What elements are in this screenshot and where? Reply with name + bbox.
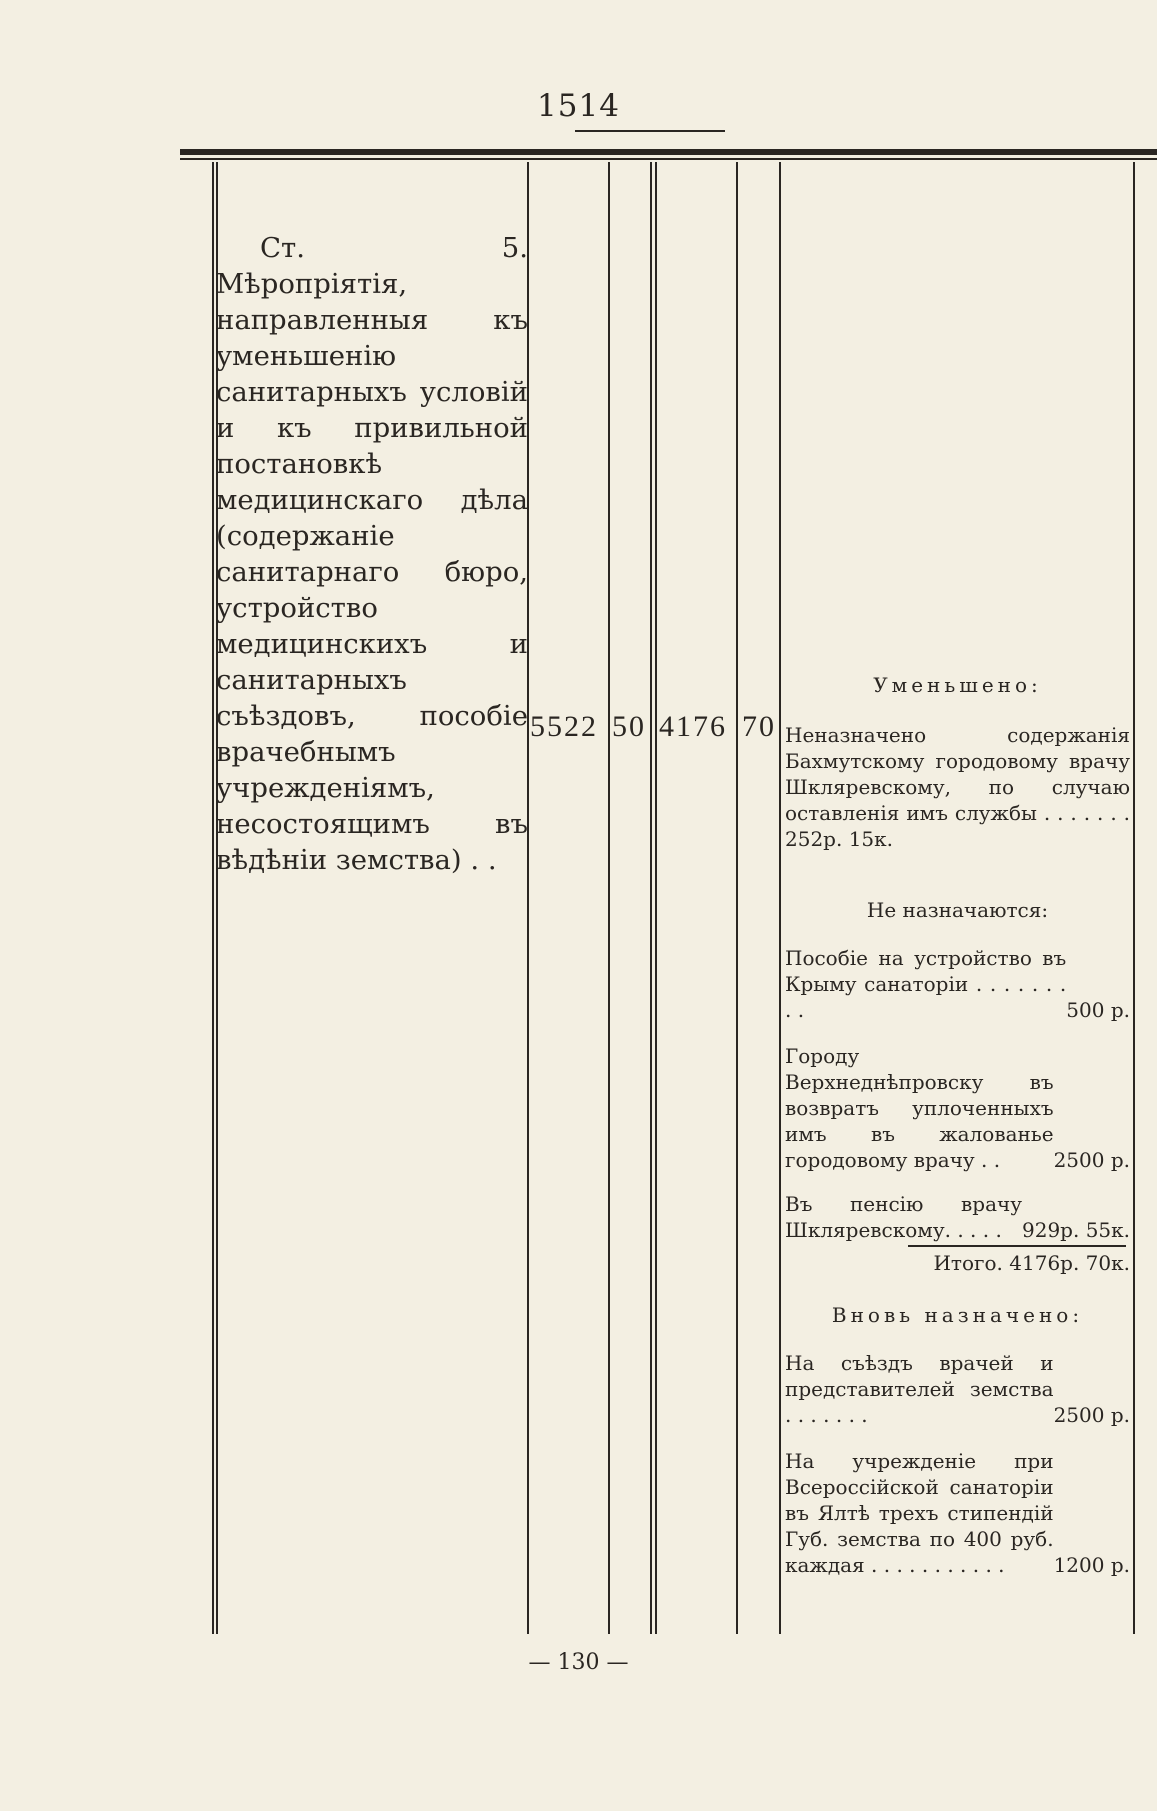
page-number-rule xyxy=(575,130,725,132)
total-rule xyxy=(908,1245,1126,1247)
item-text: Ст. 5. Мѣропріятія, направленныя къ уменьшенію санитарныхъ условій и къ привильной постановкѣ медицинскаго дѣла (содержаніе санитарнаго бюро, устройство медицинскихъ и санитарныхъ съѣздовъ, пособіе врачебнымъ учрежденіямъ, несостоящимъ въ вѣдѣніи земства) . . xyxy=(216,232,528,876)
column-divider xyxy=(779,162,781,1634)
amount1-rub: 5522 xyxy=(530,710,598,743)
amount2-kop: 70 xyxy=(742,710,776,743)
column-divider xyxy=(736,162,738,1634)
table-border-right xyxy=(1133,162,1135,1634)
reduced-text: Неназначено содержанія Бахмутскому городовому врачу Шкляревскому, по случаю оставленія имъ службы . . . . . . . xyxy=(785,723,1130,825)
total-line: Итого. 4176р. 70к. xyxy=(933,1251,1130,1275)
table-top-rule-thin xyxy=(180,158,1157,160)
table-border-left xyxy=(212,162,214,1634)
amount2-rub: 4176 xyxy=(659,710,727,743)
reduced-amount: 252р. 15к. xyxy=(785,827,893,851)
column-divider xyxy=(655,162,657,1634)
amount1-kop: 50 xyxy=(612,710,646,743)
expense-item: Въ пенсію врачу Шкляревскому. . . . . 929р. 55к. xyxy=(785,1192,1130,1242)
reduced-item xyxy=(785,722,1130,852)
column-divider xyxy=(608,162,610,1634)
page-number: 1514 xyxy=(537,88,620,124)
expense-item: Городу Верхнеднѣпровску въ возвратъ уплоченныхъ имъ въ жалованье городовому врачу . . 2500 р. xyxy=(785,1044,1130,1172)
table-top-rule xyxy=(180,149,1157,155)
new-header: Вновь назначено: xyxy=(831,1303,1084,1327)
reduced-header: Уменьшено: xyxy=(873,673,1042,697)
item-description xyxy=(216,230,528,878)
new-item: На съѣздъ врачей и представителей земства . . . . . . . 2500 р. xyxy=(785,1351,1130,1427)
expense-item: Пособіе на устройство въ Крыму санаторіи . . . . . . . . . 500 р. xyxy=(785,946,1130,1022)
column-divider xyxy=(650,162,652,1634)
page-footer: — 130 — xyxy=(528,1650,629,1675)
new-item: На учрежденіе при Всероссійской санаторіи въ Ялтѣ трехъ стипендій Губ. земства по 400 руб. каждая . . . . . . . . . . . 1200 р. xyxy=(785,1449,1130,1577)
not-assigned-header: Не назначаются: xyxy=(866,898,1049,922)
